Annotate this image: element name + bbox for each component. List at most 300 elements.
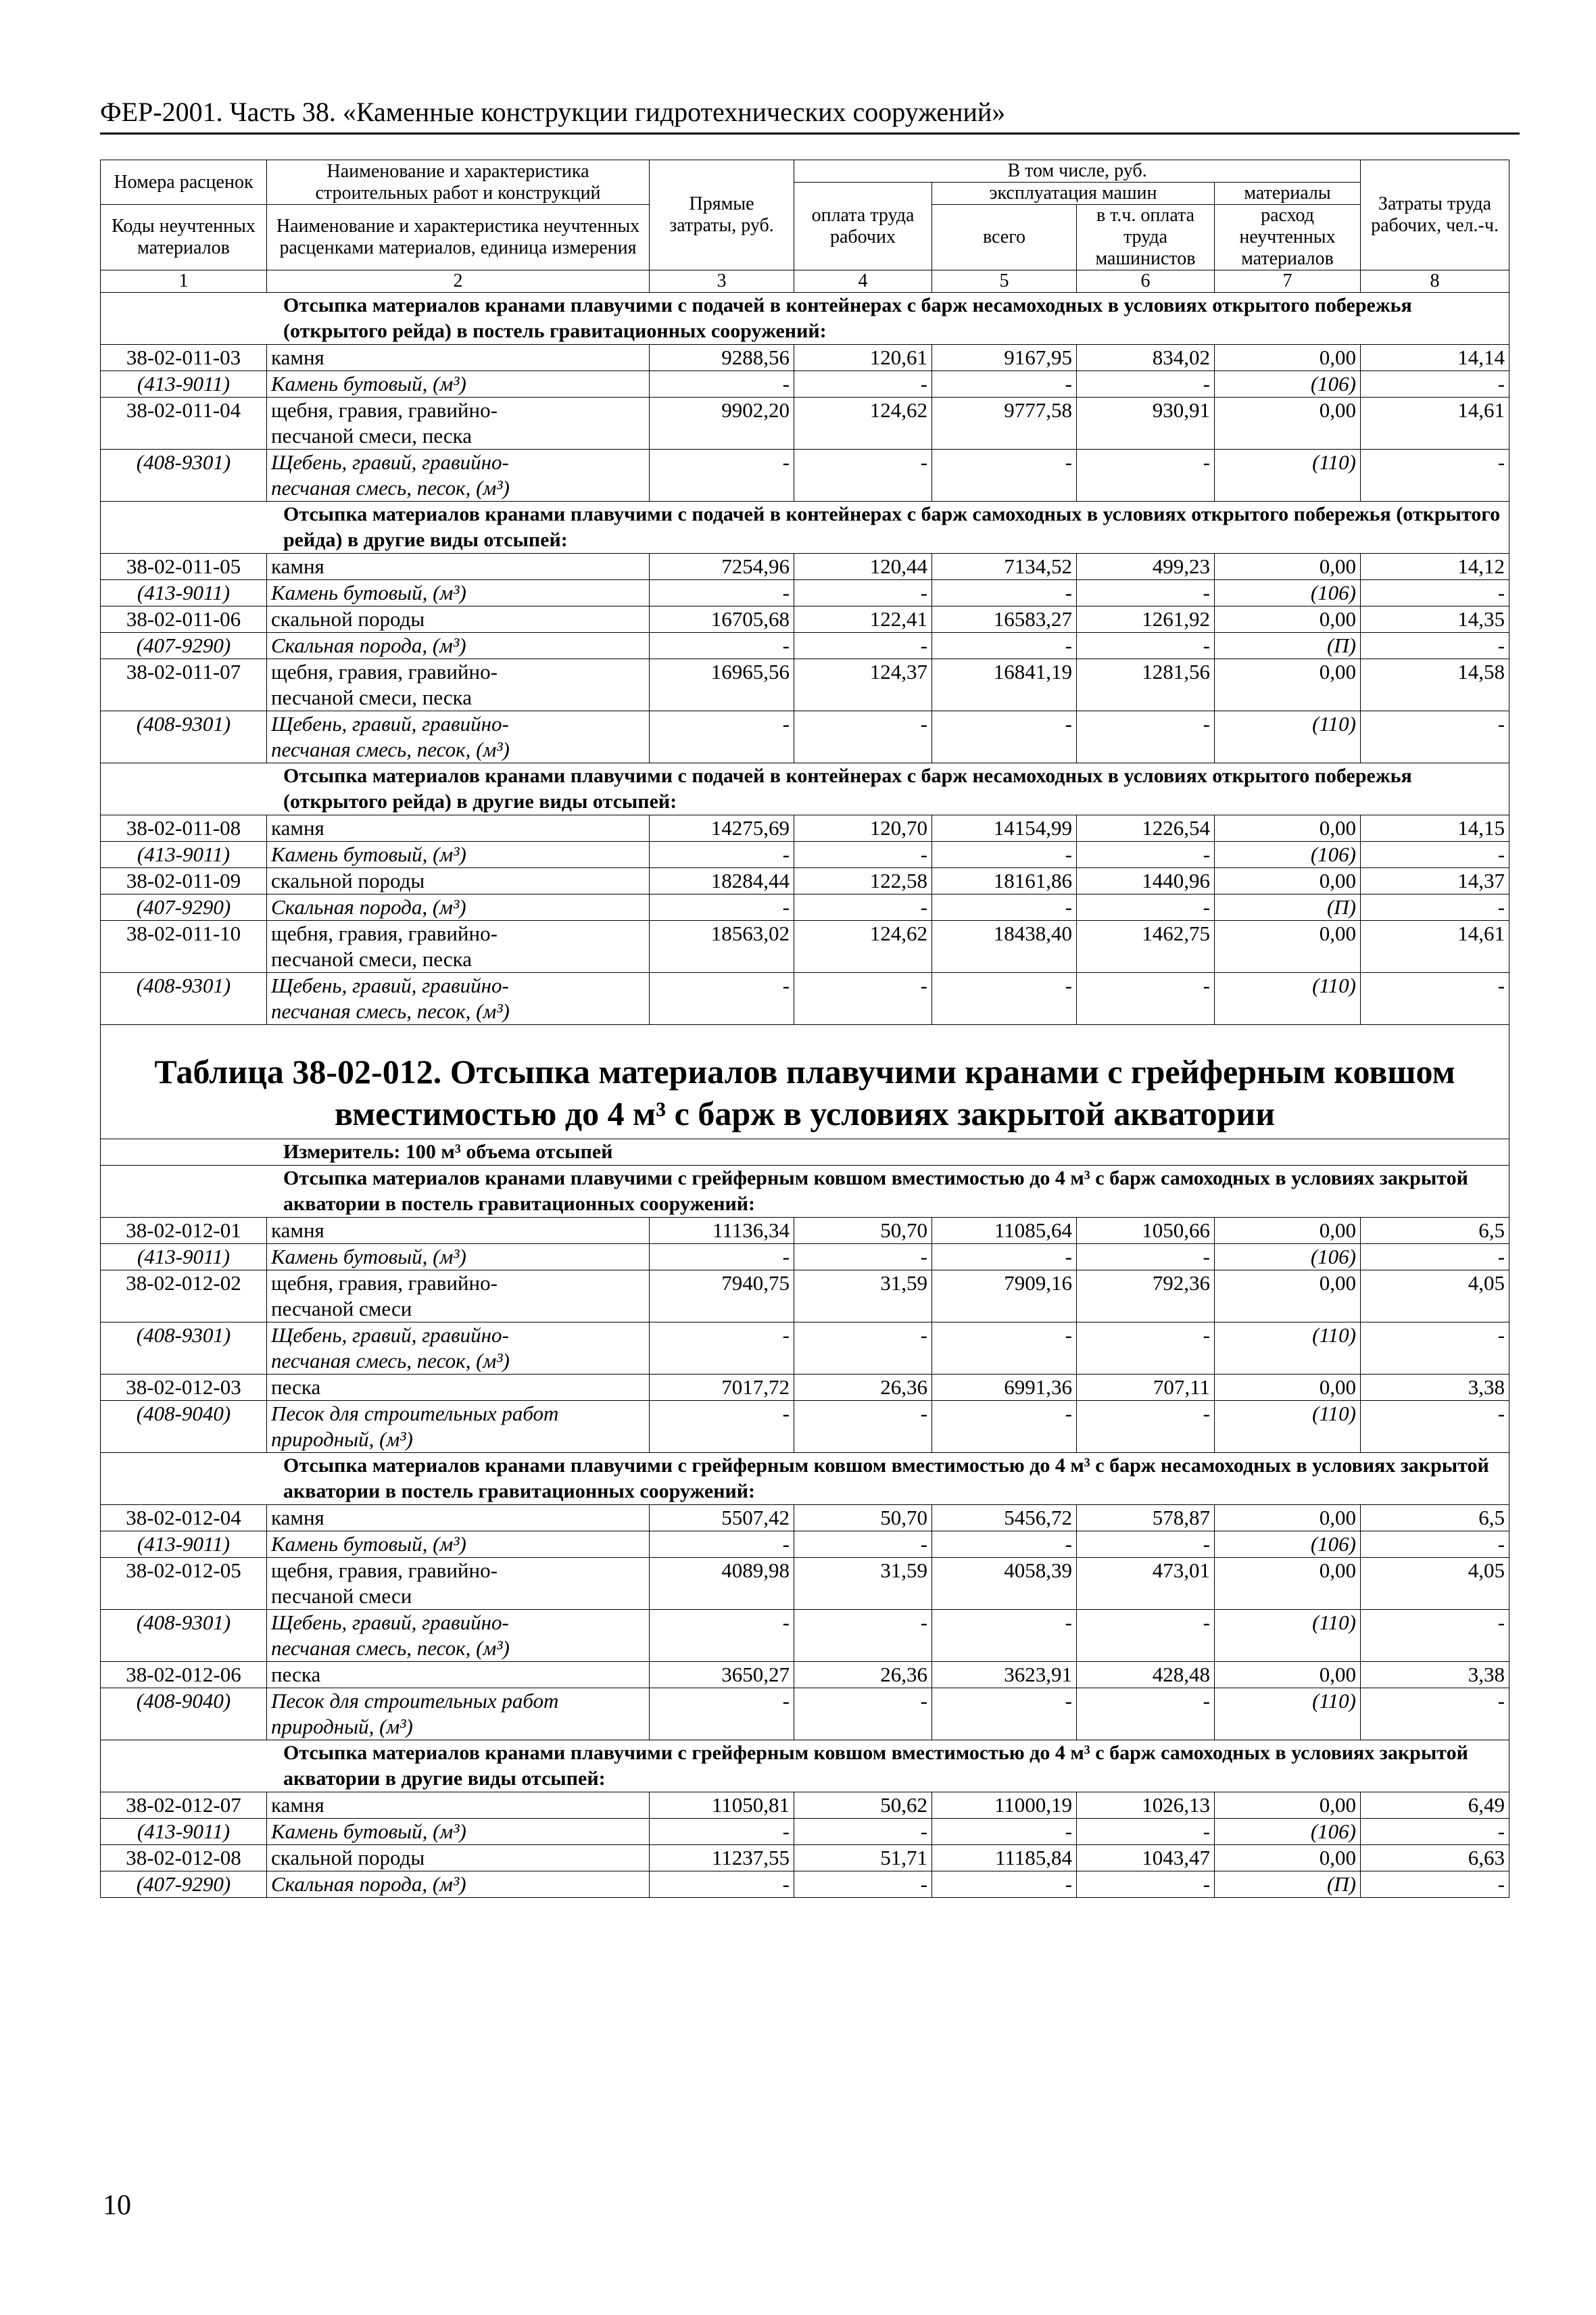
dash-cell: - — [932, 1322, 1077, 1375]
dash-cell: - — [650, 580, 794, 606]
work-name: камня — [267, 1792, 650, 1819]
dash-cell: - — [1361, 450, 1509, 502]
materials-cost: 0,00 — [1215, 1662, 1361, 1688]
table-row — [101, 815, 1509, 842]
labor-pay: 120,44 — [794, 554, 932, 580]
material-code: (408-9301) — [101, 1322, 267, 1375]
materials-cost: 0,00 — [1215, 554, 1361, 580]
table-row — [101, 659, 1509, 711]
header-zatraty: Затраты труда рабочих, чел.-ч. — [1361, 160, 1509, 270]
direct-costs: 7254,96 — [650, 554, 794, 580]
dash-cell: - — [794, 371, 932, 398]
material-row — [101, 371, 1509, 398]
dash-cell: - — [650, 1610, 794, 1662]
dash-cell: - — [650, 1819, 794, 1845]
materials-cost: 0,00 — [1215, 1558, 1361, 1610]
labor-pay: 124,62 — [794, 921, 932, 973]
dash-cell: - — [794, 1401, 932, 1453]
machines-total: 7134,52 — [932, 554, 1077, 580]
header-pryamye: Прямые затраты, руб. — [650, 160, 794, 270]
labor-pay: 124,37 — [794, 659, 932, 711]
material-name: Камень бутовый, (м³) — [267, 842, 650, 868]
material-name: Щебень, гравий, гравийно- песчаная смесь, песок, (м³) — [267, 973, 650, 1025]
table-row — [101, 1270, 1509, 1322]
machines-total: 3623,91 — [932, 1662, 1077, 1688]
materials-cost: 0,00 — [1215, 1270, 1361, 1322]
labor-hours: 14,15 — [1361, 815, 1509, 842]
header-nomera: Номера расценок — [101, 160, 267, 205]
dash-cell: - — [1361, 842, 1509, 868]
work-name: камня — [267, 1218, 650, 1244]
dash-cell: - — [794, 633, 932, 659]
materials-cost: 0,00 — [1215, 345, 1361, 371]
material-code: (413-9011) — [101, 1244, 267, 1270]
dash-cell: - — [794, 1871, 932, 1898]
material-code: (413-9011) — [101, 1819, 267, 1845]
rate-code: 38-02-012-01 — [101, 1218, 267, 1244]
dash-cell: - — [1077, 1610, 1215, 1662]
dash-cell: - — [1361, 973, 1509, 1025]
labor-pay: 31,59 — [794, 1270, 932, 1322]
dash-cell: - — [1077, 973, 1215, 1025]
direct-costs: 7940,75 — [650, 1270, 794, 1322]
labor-pay: 50,62 — [794, 1792, 932, 1819]
dash-cell: - — [932, 450, 1077, 502]
dash-cell: - — [932, 842, 1077, 868]
dash-cell: - — [932, 711, 1077, 763]
dash-cell: - — [1361, 1322, 1509, 1375]
labor-pay: 122,41 — [794, 606, 932, 633]
rate-code: 38-02-011-03 — [101, 345, 267, 371]
header-naim2: Наименование и характеристика неучтенных расценками материалов, единица измерения — [267, 205, 650, 270]
direct-costs: 16705,68 — [650, 606, 794, 633]
work-name: щебня, гравия, гравийно- песчаной смеси, песка — [267, 921, 650, 973]
material-quantity: (110) — [1215, 711, 1361, 763]
material-code: (413-9011) — [101, 842, 267, 868]
labor-pay: 122,58 — [794, 868, 932, 894]
dash-cell: - — [1361, 580, 1509, 606]
dash-cell: - — [1077, 1322, 1215, 1375]
dash-cell: - — [794, 1688, 932, 1740]
dash-cell: - — [1077, 1244, 1215, 1270]
rate-code: 38-02-011-06 — [101, 606, 267, 633]
material-code: (408-9040) — [101, 1688, 267, 1740]
material-name: Камень бутовый, (м³) — [267, 371, 650, 398]
labor-pay: 124,62 — [794, 398, 932, 450]
header-rashod: расход неучтенных материалов — [1215, 205, 1361, 270]
section-header-row — [101, 1740, 1509, 1792]
material-row — [101, 450, 1509, 502]
dash-cell: - — [794, 580, 932, 606]
table-row — [101, 398, 1509, 450]
dash-cell: - — [1077, 1688, 1215, 1740]
dash-cell: - — [650, 1531, 794, 1558]
work-name: песка — [267, 1375, 650, 1401]
dash-cell: - — [932, 1871, 1077, 1898]
header-vsego: всего — [932, 205, 1077, 270]
material-quantity: (106) — [1215, 842, 1361, 868]
dash-cell: - — [932, 1401, 1077, 1453]
material-code: (407-9290) — [101, 894, 267, 921]
machines-total: 16583,27 — [932, 606, 1077, 633]
labor-hours: 14,14 — [1361, 345, 1509, 371]
section-title: Отсыпка материалов кранами плавучими с грейферным ковшом вместимостью до 4 м³ с барж самоходных в условиях закрытой акватории в другие виды отсыпей: — [101, 1740, 1509, 1792]
material-name: Скальная порода, (м³) — [267, 894, 650, 921]
direct-costs: 7017,72 — [650, 1375, 794, 1401]
dash-cell: - — [1077, 580, 1215, 606]
table-row — [101, 554, 1509, 580]
machines-total: 14154,99 — [932, 815, 1077, 842]
header-row-1 — [101, 160, 1509, 183]
labor-pay: 51,71 — [794, 1845, 932, 1871]
section-title: Отсыпка материалов кранами плавучими с грейферным ковшом вместимостью до 4 м³ с барж самоходных в условиях закрытой акватории в постель гравитационных сооружений: — [101, 1166, 1509, 1218]
material-name: Песок для строительных работ природный, (м³) — [267, 1688, 650, 1740]
labor-hours: 4,05 — [1361, 1270, 1509, 1322]
dash-cell: - — [1077, 711, 1215, 763]
work-name: скальной породы — [267, 868, 650, 894]
dash-cell: - — [794, 842, 932, 868]
dash-cell: - — [794, 894, 932, 921]
labor-hours: 14,12 — [1361, 554, 1509, 580]
dash-cell: - — [650, 894, 794, 921]
table-row — [101, 1505, 1509, 1531]
work-name: камня — [267, 815, 650, 842]
table-row — [101, 1375, 1509, 1401]
dash-cell: - — [1361, 1610, 1509, 1662]
dash-cell: - — [650, 1871, 794, 1898]
materials-cost: 0,00 — [1215, 606, 1361, 633]
dash-cell: - — [1361, 1401, 1509, 1453]
material-quantity: (110) — [1215, 1688, 1361, 1740]
rate-code: 38-02-012-08 — [101, 1845, 267, 1871]
col-num-4: 4 — [794, 270, 932, 293]
table2-measure: Измеритель: 100 м³ объема отсыпей — [101, 1139, 1509, 1166]
labor-hours: 14,37 — [1361, 868, 1509, 894]
col-num-6: 6 — [1077, 270, 1215, 293]
work-name: скальной породы — [267, 1845, 650, 1871]
direct-costs: 14275,69 — [650, 815, 794, 842]
work-name: камня — [267, 345, 650, 371]
dash-cell: - — [1361, 711, 1509, 763]
material-name: Камень бутовый, (м³) — [267, 580, 650, 606]
material-quantity: (П) — [1215, 894, 1361, 921]
material-row — [101, 894, 1509, 921]
machinists-pay: 834,02 — [1077, 345, 1215, 371]
dash-cell: - — [1361, 1871, 1509, 1898]
machinists-pay: 473,01 — [1077, 1558, 1215, 1610]
rate-code: 38-02-012-02 — [101, 1270, 267, 1322]
table-row — [101, 1845, 1509, 1871]
machines-total: 11085,64 — [932, 1218, 1077, 1244]
material-row — [101, 1531, 1509, 1558]
machinists-pay: 1261,92 — [1077, 606, 1215, 633]
dash-cell: - — [794, 1322, 932, 1375]
machinists-pay: 499,23 — [1077, 554, 1215, 580]
table-row — [101, 868, 1509, 894]
labor-hours: 14,61 — [1361, 921, 1509, 973]
machinists-pay: 1281,56 — [1077, 659, 1215, 711]
dash-cell: - — [932, 1688, 1077, 1740]
materials-cost: 0,00 — [1215, 1505, 1361, 1531]
rate-code: 38-02-012-07 — [101, 1792, 267, 1819]
direct-costs: 3650,27 — [650, 1662, 794, 1688]
materials-cost: 0,00 — [1215, 921, 1361, 973]
col-num-1: 1 — [101, 270, 267, 293]
material-quantity: (110) — [1215, 1610, 1361, 1662]
material-row — [101, 580, 1509, 606]
header-ekspl: эксплуатация машин — [932, 183, 1215, 205]
material-code: (408-9301) — [101, 973, 267, 1025]
material-quantity: (110) — [1215, 1401, 1361, 1453]
table-row — [101, 1558, 1509, 1610]
dash-cell: - — [794, 1531, 932, 1558]
rates-table — [100, 160, 1509, 1898]
dash-cell: - — [650, 711, 794, 763]
page-header: ФЕР-2001. Часть 38. «Каменные конструкции гидротехнических сооружений» — [100, 97, 1006, 127]
rate-code: 38-02-011-09 — [101, 868, 267, 894]
machinists-pay: 1462,75 — [1077, 921, 1215, 973]
rate-code: 38-02-011-04 — [101, 398, 267, 450]
material-row — [101, 1610, 1509, 1662]
section-title: Отсыпка материалов кранами плавучими с подачей в контейнерах с барж несамоходных в условиях открытого побережья (открытого рейда) в другие виды отсыпей: — [101, 763, 1509, 815]
rate-code: 38-02-011-08 — [101, 815, 267, 842]
table2-title-row — [101, 1025, 1509, 1139]
section-header-row — [101, 1166, 1509, 1218]
dash-cell: - — [932, 633, 1077, 659]
material-name: Щебень, гравий, гравийно- песчаная смесь, песок, (м³) — [267, 450, 650, 502]
materials-cost: 0,00 — [1215, 868, 1361, 894]
rate-code: 38-02-011-05 — [101, 554, 267, 580]
dash-cell: - — [1077, 894, 1215, 921]
dash-cell: - — [650, 1401, 794, 1453]
dash-cell: - — [1077, 1871, 1215, 1898]
labor-pay: 120,61 — [794, 345, 932, 371]
material-code: (413-9011) — [101, 1531, 267, 1558]
material-quantity: (106) — [1215, 371, 1361, 398]
header-vtch: в т.ч. оплата труда машинистов — [1077, 205, 1215, 270]
machines-total: 7909,16 — [932, 1270, 1077, 1322]
machinists-pay: 578,87 — [1077, 1505, 1215, 1531]
machinists-pay: 1043,47 — [1077, 1845, 1215, 1871]
machines-total: 6991,36 — [932, 1375, 1077, 1401]
table-row — [101, 606, 1509, 633]
materials-cost: 0,00 — [1215, 659, 1361, 711]
labor-hours: 4,05 — [1361, 1558, 1509, 1610]
machines-total: 11185,84 — [932, 1845, 1077, 1871]
dash-cell: - — [1077, 633, 1215, 659]
section-title: Отсыпка материалов кранами плавучими с грейферным ковшом вместимостью до 4 м³ с барж несамоходных в условиях закрытой акватории в постель гравитационных сооружений: — [101, 1453, 1509, 1505]
material-name: Щебень, гравий, гравийно- песчаная смесь, песок, (м³) — [267, 1610, 650, 1662]
page-number: 10 — [103, 2190, 131, 2221]
material-code: (413-9011) — [101, 371, 267, 398]
material-code: (408-9040) — [101, 1401, 267, 1453]
dash-cell: - — [650, 633, 794, 659]
header-naim1: Наименование и характеристика строительных работ и конструкций — [267, 160, 650, 205]
dash-cell: - — [650, 973, 794, 1025]
dash-cell: - — [1361, 1688, 1509, 1740]
table2-title: Таблица 38-02-012. Отсыпка материалов плавучими кранами с грейферным ковшом вместимостью до 4 м³ с барж в условиях закрытой акватории — [101, 1025, 1509, 1139]
machinists-pay: 707,11 — [1077, 1375, 1215, 1401]
labor-pay: 26,36 — [794, 1662, 932, 1688]
material-row — [101, 1401, 1509, 1453]
dash-cell: - — [1361, 1819, 1509, 1845]
dash-cell: - — [1077, 1531, 1215, 1558]
material-name: Скальная порода, (м³) — [267, 633, 650, 659]
material-quantity: (106) — [1215, 1819, 1361, 1845]
work-name: щебня, гравия, гравийно- песчаной смеси, песка — [267, 398, 650, 450]
dash-cell: - — [650, 450, 794, 502]
material-name: Камень бутовый, (м³) — [267, 1244, 650, 1270]
dash-cell: - — [794, 1244, 932, 1270]
work-name: скальной породы — [267, 606, 650, 633]
dash-cell: - — [650, 1322, 794, 1375]
material-name: Щебень, гравий, гравийно- песчаная смесь, песок, (м³) — [267, 1322, 650, 1375]
col-num-5: 5 — [932, 270, 1077, 293]
dash-cell: - — [650, 842, 794, 868]
material-row — [101, 1871, 1509, 1898]
material-code: (407-9290) — [101, 1871, 267, 1898]
section-header-row — [101, 293, 1509, 345]
material-row — [101, 1244, 1509, 1270]
material-row — [101, 1819, 1509, 1845]
material-code: (408-9301) — [101, 1610, 267, 1662]
material-quantity: (106) — [1215, 1531, 1361, 1558]
dash-cell: - — [1077, 842, 1215, 868]
dash-cell: - — [650, 371, 794, 398]
dash-cell: - — [650, 1244, 794, 1270]
material-name: Щебень, гравий, гравийно- песчаная смесь, песок, (м³) — [267, 711, 650, 763]
header-vtom: В том числе, руб. — [794, 160, 1361, 183]
dash-cell: - — [932, 973, 1077, 1025]
work-name: камня — [267, 1505, 650, 1531]
section-header-row — [101, 1453, 1509, 1505]
dash-cell: - — [1077, 450, 1215, 502]
col-num-3: 3 — [650, 270, 794, 293]
dash-cell: - — [794, 973, 932, 1025]
direct-costs: 18284,44 — [650, 868, 794, 894]
header-col-numbers — [101, 270, 1509, 293]
machines-total: 9777,58 — [932, 398, 1077, 450]
material-row — [101, 1688, 1509, 1740]
direct-costs: 11136,34 — [650, 1218, 794, 1244]
machines-total: 18438,40 — [932, 921, 1077, 973]
direct-costs: 9902,20 — [650, 398, 794, 450]
dash-cell: - — [650, 1688, 794, 1740]
col-num-7: 7 — [1215, 270, 1361, 293]
machines-total: 18161,86 — [932, 868, 1077, 894]
table-row — [101, 921, 1509, 973]
rate-code: 38-02-012-05 — [101, 1558, 267, 1610]
material-name: Песок для строительных работ природный, (м³) — [267, 1401, 650, 1453]
materials-cost: 0,00 — [1215, 1218, 1361, 1244]
direct-costs: 11237,55 — [650, 1845, 794, 1871]
material-quantity: (П) — [1215, 1871, 1361, 1898]
material-row — [101, 973, 1509, 1025]
labor-pay: 50,70 — [794, 1218, 932, 1244]
material-name: Камень бутовый, (м³) — [267, 1531, 650, 1558]
work-name: песка — [267, 1662, 650, 1688]
header-oplata: оплата труда рабочих — [794, 183, 932, 270]
dash-cell: - — [932, 580, 1077, 606]
dash-cell: - — [932, 1819, 1077, 1845]
dash-cell: - — [794, 1819, 932, 1845]
material-code: (407-9290) — [101, 633, 267, 659]
header-materialy: материалы — [1215, 183, 1361, 205]
table-row — [101, 1218, 1509, 1244]
machines-total: 4058,39 — [932, 1558, 1077, 1610]
dash-cell: - — [932, 1244, 1077, 1270]
direct-costs: 4089,98 — [650, 1558, 794, 1610]
machinists-pay: 1226,54 — [1077, 815, 1215, 842]
direct-costs: 5507,42 — [650, 1505, 794, 1531]
machinists-pay: 930,91 — [1077, 398, 1215, 450]
table-row — [101, 1792, 1509, 1819]
materials-cost: 0,00 — [1215, 1792, 1361, 1819]
labor-hours: 6,63 — [1361, 1845, 1509, 1871]
table-row — [101, 345, 1509, 371]
labor-pay: 120,70 — [794, 815, 932, 842]
labor-hours: 6,5 — [1361, 1218, 1509, 1244]
materials-cost: 0,00 — [1215, 1845, 1361, 1871]
dash-cell: - — [794, 1610, 932, 1662]
dash-cell: - — [794, 711, 932, 763]
direct-costs: 18563,02 — [650, 921, 794, 973]
machines-total: 11000,19 — [932, 1792, 1077, 1819]
machines-total: 16841,19 — [932, 659, 1077, 711]
material-code: (408-9301) — [101, 450, 267, 502]
machinists-pay: 1050,66 — [1077, 1218, 1215, 1244]
material-quantity: (106) — [1215, 580, 1361, 606]
machinists-pay: 1440,96 — [1077, 868, 1215, 894]
material-quantity: (110) — [1215, 973, 1361, 1025]
labor-hours: 14,61 — [1361, 398, 1509, 450]
labor-pay: 50,70 — [794, 1505, 932, 1531]
direct-costs: 11050,81 — [650, 1792, 794, 1819]
section-title: Отсыпка материалов кранами плавучими с подачей в контейнерах с барж несамоходных в условиях открытого побережья (открытого рейда) в постель гравитационных сооружений: — [101, 293, 1509, 345]
material-code: (408-9301) — [101, 711, 267, 763]
dash-cell: - — [1361, 1244, 1509, 1270]
labor-hours: 14,35 — [1361, 606, 1509, 633]
work-name: камня — [267, 554, 650, 580]
rate-code: 38-02-011-10 — [101, 921, 267, 973]
rate-code: 38-02-012-06 — [101, 1662, 267, 1688]
labor-hours: 3,38 — [1361, 1662, 1509, 1688]
labor-pay: 26,36 — [794, 1375, 932, 1401]
direct-costs: 9288,56 — [650, 345, 794, 371]
rate-code: 38-02-012-03 — [101, 1375, 267, 1401]
work-name: щебня, гравия, гравийно- песчаной смеси — [267, 1558, 650, 1610]
machinists-pay: 428,48 — [1077, 1662, 1215, 1688]
section-header-row — [101, 502, 1509, 554]
material-row — [101, 711, 1509, 763]
materials-cost: 0,00 — [1215, 1375, 1361, 1401]
dash-cell: - — [1361, 1531, 1509, 1558]
dash-cell: - — [1361, 371, 1509, 398]
dash-cell: - — [932, 894, 1077, 921]
labor-hours: 3,38 — [1361, 1375, 1509, 1401]
material-row — [101, 1322, 1509, 1375]
col-num-8: 8 — [1361, 270, 1509, 293]
machines-total: 5456,72 — [932, 1505, 1077, 1531]
material-row — [101, 633, 1509, 659]
labor-hours: 6,49 — [1361, 1792, 1509, 1819]
materials-cost: 0,00 — [1215, 398, 1361, 450]
material-name: Скальная порода, (м³) — [267, 1871, 650, 1898]
dash-cell: - — [1361, 633, 1509, 659]
machines-total: 9167,95 — [932, 345, 1077, 371]
material-quantity: (110) — [1215, 1322, 1361, 1375]
dash-cell: - — [1361, 894, 1509, 921]
